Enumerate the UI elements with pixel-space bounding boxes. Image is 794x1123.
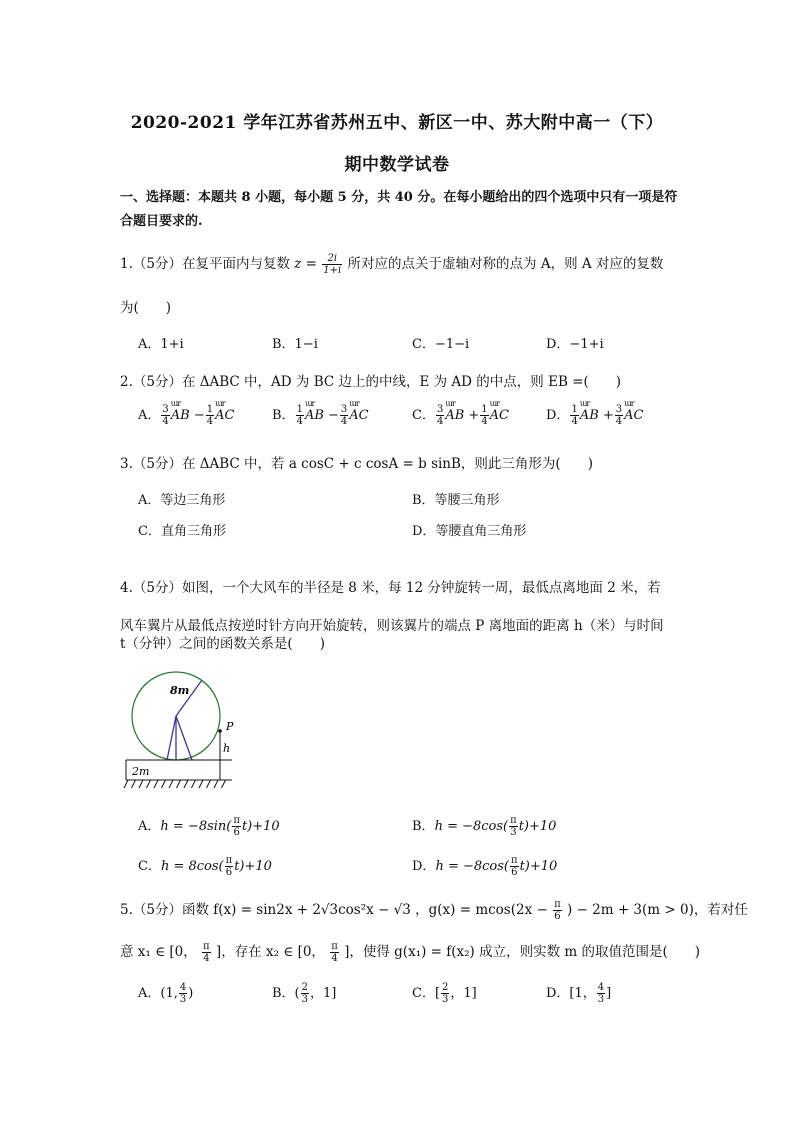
q5-option-b-frac-den: 3 [301,994,309,1005]
hatch-mark [162,780,166,788]
q2-option-b-coef1-den: 4 [296,416,303,427]
q2-option-a-coef1 [161,404,169,427]
q4-option-b-pre: h = −8cos( [434,819,509,834]
hatch-mark [132,780,136,788]
q5-frac1-num: π [554,899,561,910]
q5-frac2 [202,941,211,964]
q1-z: z = [294,256,317,272]
exam-title-line2: 期中数学试卷 [344,155,450,175]
q1-prefix: 1.（5分）在复平面内与复数 [120,256,290,272]
q4-option-c-frac-den: 6 [225,867,233,878]
q4-option-c-label: C． [138,859,161,874]
q2-option-c-coef1-num: 3 [436,404,444,415]
q1-option-c[interactable]: C．−1−i [412,337,470,352]
q2-option-c-coef2-num: 1 [481,404,488,415]
q2-option-b-coef2 [340,404,348,427]
q5-option-c-frac-den: 3 [442,994,449,1005]
q3-option-a[interactable]: A．等边三角形 [138,493,226,508]
q1-denominator: 1+i [323,265,342,276]
q2-option-a-coef2-num: 1 [206,404,214,415]
exam-title-line1: 2020-2021 学年江苏省苏州五中、新区一中、苏大附中高一（下） [130,113,664,133]
q5-option-d-frac-num: 4 [597,982,605,993]
q5-frac3-num: π [331,941,338,952]
q5-option-b-frac-num: 2 [301,982,309,993]
q2-option-a-vec2: ɯr AC [215,408,234,423]
q4-option-d[interactable] [412,855,557,878]
q2-option-b-coef1-num: 1 [296,404,303,415]
q2-option-c-coef2-den: 4 [481,416,488,427]
q2-option-a-coef1-num: 3 [162,404,169,415]
hatch-mark [222,780,226,788]
q5-option-b-frac [301,982,309,1005]
point-p [218,729,222,733]
q1-option-d[interactable]: D．−1+i [546,337,604,352]
q4-option-d-frac [510,855,519,878]
q5-line1-b: ) − 2m + 3(m > 0)，若对任 [566,902,748,918]
label-2m: 2m [132,765,150,778]
q2-option-d-label: D． [546,408,570,423]
q5-option-a-frac-num: 4 [179,982,187,993]
question-2: 2.（5分）在 ΔABC 中，AD 为 BC 边上的中线，E 为 AD 的中点，则 EB =( ) [120,374,622,390]
q1-numerator: 2i [322,253,342,265]
tower-left [167,716,176,760]
question-4-line2: 风车翼片从最低点按逆时针方向开始旋转，则该翼片的端点 P 离地面的距离 h（米）与时间 [120,618,664,634]
q4-option-a-post: t)+10 [241,819,280,834]
q4-option-d-post: t)+10 [519,859,558,874]
q5-option-d-frac [597,982,605,1005]
hatch-mark [177,780,181,788]
q1-fraction [322,253,342,276]
hatch-mark [154,780,158,788]
hatch-mark [184,780,188,788]
q2-option-b-vec1: ɯr AB − [305,408,339,423]
hatch-mark [192,780,196,788]
question-1 [120,252,663,276]
q5-option-b-label: B．( [272,986,300,1001]
q2-option-d-coef2-num: 3 [615,404,623,415]
q4-option-a-label: A． [138,819,161,834]
q4-option-b-label: B． [412,819,435,834]
hatch-mark [139,780,143,788]
q2-option-d-coef2-den: 4 [615,416,623,427]
hatch-mark [169,780,173,788]
q2-option-c-coef2 [480,404,488,427]
q1-option-b[interactable]: B．1−i [272,337,318,352]
q2-option-a-label: A． [138,408,161,423]
q2-option-d-coef1-num: 1 [571,404,578,415]
q4-option-c-frac-num: π [225,855,233,866]
q5-frac1 [553,899,562,922]
q2-option-d-vec1: ɯr AB + [580,408,614,423]
q5-option-b[interactable] [272,982,336,1005]
hatch-mark [207,780,211,788]
q2-option-c[interactable] [412,404,509,427]
q5-option-c-post: ，1] [450,986,477,1001]
q2-option-c-vec1: ɯr AB + [445,408,479,423]
q4-option-d-frac-den: 6 [511,867,518,878]
q2-option-c-coef1 [436,404,444,427]
q2-option-b-coef2-num: 3 [340,404,348,415]
q4-option-c-pre: h = 8cos( [160,859,224,874]
q5-option-c-frac [441,982,449,1005]
q4-option-d-label: D． [412,859,436,874]
q1-option-a[interactable]: A．1+i [138,337,184,352]
q5-option-a[interactable] [138,982,193,1005]
q5-option-a-label: A．(1, [138,986,178,1001]
q2-option-b-vec2: ɯr AC [349,408,368,423]
q4-option-a[interactable] [138,815,280,838]
q2-option-b-label: B． [272,408,295,423]
tower-right [176,716,192,760]
question-5-line1 [120,898,748,922]
q5-option-a-frac [179,982,187,1005]
q5-line2-a: 意 x₁ ∈ [0， [120,944,197,960]
q4-option-b-post: t)+10 [518,819,557,834]
q3-option-d[interactable]: D．等腰直角三角形 [412,524,527,539]
q2-option-d-coef2 [615,404,623,427]
question-4-line3-text: t（分钟）之间的函数关系是( ) [120,636,325,652]
hatch-mark [214,780,218,788]
q2-option-c-label: C． [412,408,435,423]
q5-option-c-label: C．[ [412,986,441,1001]
q2-option-c-coef1-den: 4 [436,416,444,427]
label-p: P [226,720,234,733]
q2-option-a-coef2 [206,404,214,427]
q4-option-d-pre: h = −8cos( [435,859,509,874]
ground-hatching [124,780,226,788]
q4-option-c[interactable] [138,855,272,878]
q5-option-c-frac-num: 2 [442,982,449,993]
q5-option-d[interactable] [546,982,611,1005]
q5-line1-a: 5.（5分）函数 f(x) = sin2x + 2√3cos²x − √3 ，g(x) = mcos(2x − [120,902,548,918]
q2-option-b-coef1 [296,404,304,427]
section-heading: 一、选择题：本题共 8 小题，每小题 5 分，共 40 分。在每小题给出的四个选项中只有一项是符合题目要求的. [120,190,678,229]
q5-option-d-label: D．[1， [546,986,596,1001]
q4-option-c-post: t)+10 [234,859,272,874]
q5-frac3-den: 4 [331,953,338,964]
q4-option-b-frac [509,815,518,838]
q5-line2-c: ]，使得 g(x₁) = f(x₂) 成立，则实数 m 的取值范围是( ) [344,944,701,960]
q4-option-a-frac [232,815,241,838]
hatch-mark [199,780,203,788]
label-8m: 8m [170,684,190,697]
q2-option-d-coef1-den: 4 [571,416,578,427]
q5-option-d-post: ] [606,986,612,1001]
q4-option-a-frac-num: π [233,815,240,826]
windmill-diagram [122,668,242,796]
q5-line2-b: ]，存在 x₂ ∈ [0， [215,944,325,960]
question-4-line1: 4.（5分）如图，一个大风车的半径是 8 米，每 12 分钟旋转一周，最低点离地面 2 米，若 [120,580,661,596]
q5-frac3 [330,941,339,964]
q5-frac2-den: 4 [203,953,210,964]
q5-option-c[interactable] [412,982,477,1005]
q3-option-b[interactable]: B．等腰三角形 [412,493,500,508]
q2-option-b-coef2-den: 4 [340,416,348,427]
hatch-mark [147,780,151,788]
q2-option-d[interactable] [546,404,644,427]
q2-option-d-coef1 [570,404,578,427]
q2-option-a-coef1-den: 4 [162,416,169,427]
q5-option-a-frac-den: 3 [179,994,187,1005]
q5-frac2-num: π [203,941,210,952]
q4-option-b-frac-num: π [510,815,517,826]
q4-option-b[interactable] [412,815,556,838]
q4-option-a-pre: h = −8sin( [160,819,232,834]
q2-option-d-vec2: ɯr AC [624,408,643,423]
q4-option-c-frac [225,855,234,878]
q5-frac1-den: 6 [554,911,561,922]
question-5-line2 [120,940,700,964]
q5-option-d-frac-den: 3 [597,994,605,1005]
q2-option-a[interactable] [138,404,234,427]
q2-option-b[interactable] [272,404,369,427]
q5-option-b-post: ，1] [310,986,337,1001]
question-3: 3.（5分）在 ΔABC 中，若 a cosC + c cosA = b sinB，则此三角形为( ) [120,456,593,472]
q4-option-b-frac-den: 3 [510,827,517,838]
q2-option-a-vec1: ɯr AB − [171,408,205,423]
q1-post: 所对应的点关于虚轴对称的点为 A，则 A 对应的复数 [347,256,664,272]
q1-line2: 为( ) [120,300,172,316]
q4-option-d-frac-num: π [510,855,518,866]
q3-option-c[interactable]: C．直角三角形 [138,524,226,539]
q2-option-c-vec2: ɯr AC [490,408,509,423]
q4-option-a-frac-den: 6 [233,827,240,838]
hatch-mark [124,780,128,788]
q5-option-a-post: ) [188,986,194,1001]
q2-option-a-coef2-den: 4 [206,416,214,427]
windmill-figure [122,668,242,800]
label-h: h [223,742,231,755]
